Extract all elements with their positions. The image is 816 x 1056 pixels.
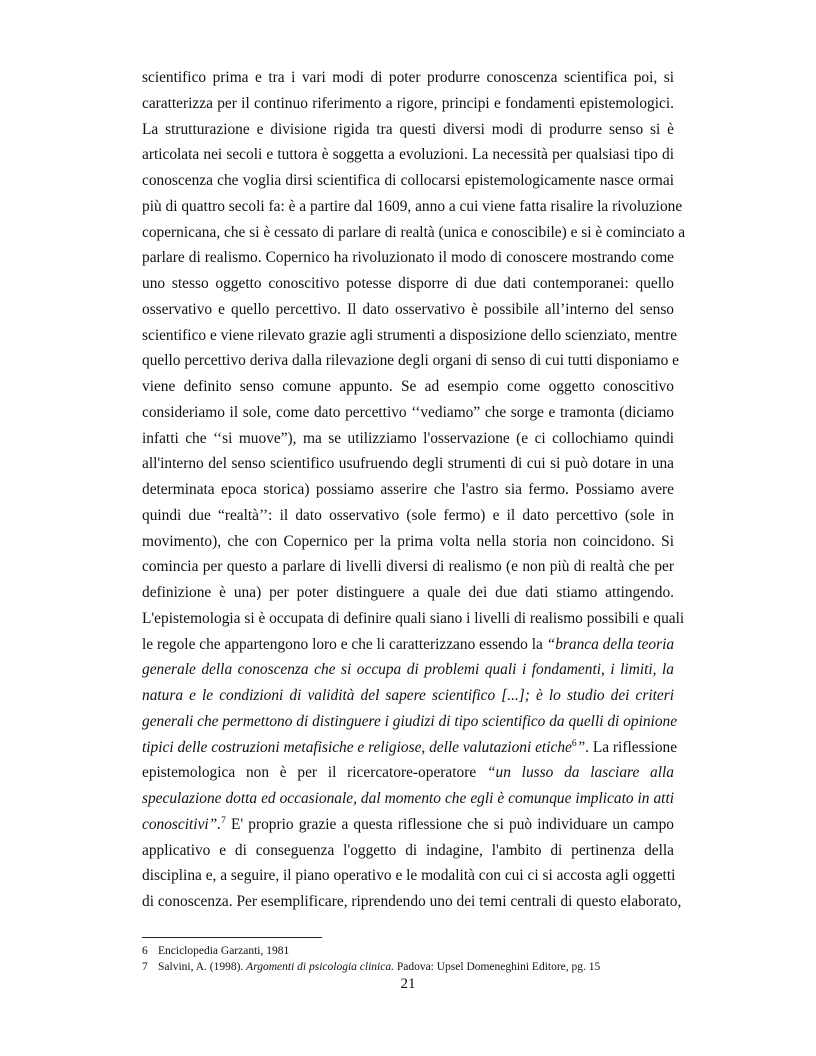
text-line: consideriamo il sole, come dato percettivo ‘‘vediamo” che sorge e tramonta (diciamo bbox=[142, 403, 674, 421]
footnote-ref-6: 6 bbox=[571, 738, 577, 749]
text-line: viene definito senso comune appunto. Se ad esempio come oggetto conoscitivo bbox=[142, 378, 674, 395]
text-line: scientifico prima e tra i vari modi di poter produrre conoscenza scientifica poi, si bbox=[142, 69, 674, 86]
text-line bbox=[142, 735, 678, 761]
text-line: scientifico e viene rilevato grazie agli strumenti a disposizione dello scienziato, mentre bbox=[142, 326, 678, 344]
footnote-number: 6 bbox=[142, 945, 148, 957]
quote-text: generali che permettono di distinguere i giudizi di tipo scientifico da quelli di opinione bbox=[142, 712, 678, 730]
text-line: osservativo e quello percettivo. Il dato osservativo è possibile all’interno del senso bbox=[142, 300, 674, 318]
footnote-title: Argomenti di psicologia clinica. bbox=[246, 960, 394, 973]
footnote-6 bbox=[142, 944, 674, 960]
text-line bbox=[142, 657, 674, 683]
footnotes bbox=[142, 944, 674, 975]
text-line: parlare di realismo. Copernico ha rivoluzionato il modo di conoscere mostrando come bbox=[142, 249, 674, 267]
text-line: di conoscenza. Per esemplificare, riprendendo uno dei temi centrali di questo elaborato, bbox=[142, 893, 682, 910]
line-text: . La riflessione bbox=[585, 738, 678, 756]
text-line bbox=[142, 683, 674, 709]
text-line: definizione è una) per poter distinguere a quale dei due dati stiamo attingendo. bbox=[142, 584, 674, 601]
body-paragraph bbox=[142, 65, 686, 915]
text-line bbox=[142, 786, 674, 812]
text-line bbox=[142, 812, 674, 838]
quote-close: ” bbox=[576, 738, 586, 756]
text-line: uno stesso oggetto conoscitivo potesse disporre di due dati contemporanei: quello bbox=[142, 275, 674, 292]
quote-text: conoscitivi”. bbox=[142, 815, 222, 833]
text-line: caratterizza per il continuo riferimento a rigore, principi e fondamenti epistemologici. bbox=[142, 94, 674, 112]
text-line bbox=[142, 760, 674, 786]
text-line: quindi due “realtà’’: il dato osservativo (sole fermo) e il dato percettivo (sole in bbox=[142, 506, 674, 524]
text-line: applicativo e di conseguenza l'oggetto di indagine, l'ambito di pertinenza della bbox=[142, 841, 674, 859]
quote-open: “ bbox=[546, 635, 556, 653]
quote-text: natura e le condizioni di validità del sapere scientifico [...]; è lo studio dei criteri bbox=[142, 687, 674, 704]
text-line: movimento), che con Copernico per la prima volta nella storia non coincidono. Si bbox=[142, 532, 674, 550]
text-line: determinata epoca storica) possiamo asserire che l'astro sia fermo. Possiamo avere bbox=[142, 481, 674, 498]
text-line: La strutturazione e divisione rigida tra questi diversi modi di produrre senso si è bbox=[142, 120, 674, 138]
footnote-author: Salvini, A. (1998). bbox=[158, 960, 247, 973]
footnote-number: 7 bbox=[142, 960, 148, 973]
text-line: quello percettivo deriva dalla rilevazione degli organi di senso di cui tutti disponiamo e bbox=[142, 352, 679, 370]
page-number: 21 bbox=[400, 976, 416, 992]
text-line: disciplina e, a seguire, il piano operativo e le modalità con cui ci si accosta agli oggetti bbox=[142, 867, 676, 885]
line-text: E' proprio grazie a questa riflessione che si può individuare un campo bbox=[225, 815, 674, 833]
text-line: all'interno del senso scientifico usufruendo degli strumenti di cui si può dotare in una bbox=[142, 455, 674, 473]
text-line: conoscenza che voglia dirsi scientifica di collocarsi epistemologicamente nasce ormai bbox=[142, 172, 674, 189]
quote-text: branca della teoria bbox=[555, 635, 675, 653]
text-line: infatti che ‘‘si muove”), ma se utilizziamo l'osservazione (e ci collochiamo quindi bbox=[142, 429, 674, 447]
line-text: le regole che appartengono loro e che li caratterizzano essendo la bbox=[142, 635, 543, 653]
quote-text: tipici delle costruzioni metafisiche e religiose, delle valutazioni etiche bbox=[142, 738, 572, 756]
line-text: epistemologica non è per il ricercatore-operatore bbox=[142, 764, 477, 782]
quote-text: speculazione dotta ed occasionale, dal momento che egli è comunque implicato in atti bbox=[142, 790, 674, 807]
footnote-7 bbox=[142, 960, 674, 976]
text-line: L'epistemologia si è occupata di definire quali siano i livelli di realismo possibili e quali bbox=[142, 609, 685, 627]
text-line: articolata nei secoli e tuttora è soggetta a evoluzioni. La necessità per qualsiasi tipo di bbox=[142, 146, 674, 164]
text-line bbox=[142, 709, 678, 735]
footnote-publisher: Padova: Upsel Domeneghini Editore, pg. 15 bbox=[393, 960, 601, 973]
footnote-separator bbox=[142, 937, 322, 938]
quote-text: “un lusso da lasciare alla bbox=[486, 764, 674, 782]
text-line: più di quattro secoli fa: è a partire dal 1609, anno a cui viene fatta risalire la rivoluzione bbox=[142, 197, 683, 215]
text-line: comincia per questo a parlare di livelli diversi di realismo (e non più di realtà che per bbox=[142, 558, 674, 576]
text-line: copernicana, che si è cessato di parlare di realtà (unica e conoscibile) e si è cominciato a bbox=[142, 223, 686, 241]
quote-text: generale della conoscenza che si occupa di problemi quali i fondamenti, i limiti, la bbox=[142, 661, 674, 679]
footnote-ref-7: 7 bbox=[221, 815, 226, 826]
text-line bbox=[142, 632, 674, 658]
footnote-text: Enciclopedia Garzanti, 1981 bbox=[158, 945, 290, 957]
